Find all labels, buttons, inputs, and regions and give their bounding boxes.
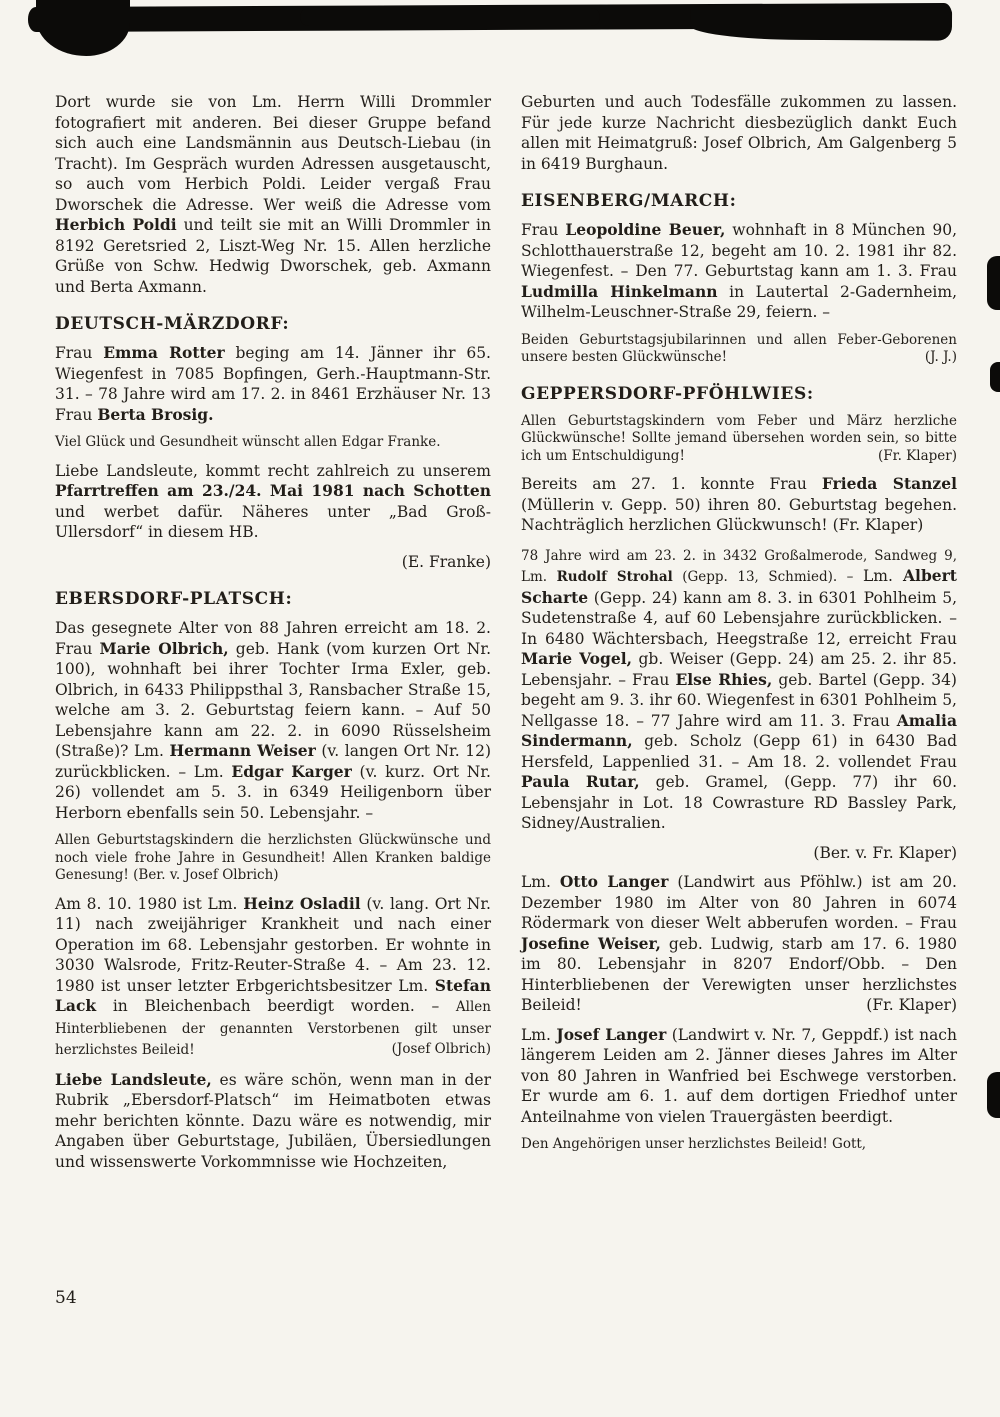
text-run: Albert Scharte [521,566,957,607]
text-run: Marie Vogel, [521,649,632,668]
text-run: (E. Franke) [401,552,491,571]
text-run: (Ber. v. Fr. Klaper) [813,843,957,862]
text-run: GEPPERSDORF-PFÖHLWIES: [521,383,814,404]
page-number: 54 [55,1288,77,1308]
text-run: (v. kurz. Ort Nr. 26) vollendet am 5. 3. in 6349 Heiligenborn über Herborn ebenfalls sein 50. Lebensjahr. – [55,762,491,822]
text-run: Das gesegnete Alter von 88 Jahren erreicht am 18. 2. Frau [55,619,491,658]
text-run: (v. langen Ort Nr. 12) zurückblicken. – Lm. [55,742,491,781]
text-run: Den Angehörigen unser herzlichstes Beileid! Gott, [521,1136,867,1152]
column-right [521,92,957,1181]
scan-artifact-top-left-blob [36,0,130,56]
text-run: Otto Langer [559,872,669,891]
credit-line [521,843,957,864]
scan-artifact-right-edge-3 [987,1072,1000,1118]
text-run: Edgar Karger [231,761,352,781]
credit-line [55,552,491,573]
text-run: Josef Langer [556,1024,667,1044]
text-run: (Gepp. 24) kann am 8. 3. in 6301 Pohlheim 5, Sudetenstraße 4, auf 60 Lebensjahre zurückblicken. – In 6480 Wächtersbach, Heegstraße 12, erreicht Frau [521,588,957,648]
credit-inline: (Fr. Klaper) [866,996,957,1014]
text-run: Am 8. 10. 1980 ist Lm. [55,894,244,913]
text-run: Frieda Stanzel [821,474,957,493]
text-run: Herbich Poldi [55,215,177,234]
text-run: Bereits am 27. 1. konnte Frau [521,475,822,493]
credit-inline: (Fr. Klaper) [878,447,957,464]
small-note [521,1136,957,1154]
text-run: Lm. [862,567,904,585]
paragraph [55,618,491,823]
scan-artifact-right-edge-2 [990,362,1000,392]
text-run: Heinz Osladil [243,893,361,913]
text-run: Beiden Geburtstagsjubilarinnen und allen Feber-Geborenen unsere besten Glückwünsche! [521,331,957,365]
text-run: in Bleichenbach beerdigt worden. – [96,997,456,1015]
text-run: es wäre schön, wenn man in der Rubrik „Ebersdorf-Platsch“ im Heimatboten etwas mehr berichten könnte. Dazu wäre es notwendig, mir Angaben über Geburtstage, Jubiläen, Übersiedlungen und wissenswerte Vorkommnisse wie Hochzeiten, [55,1070,491,1171]
paragraph [521,474,957,536]
text-run: beging am 14. Jänner ihr 65. Wiegenfest in 7085 Bopfingen, Gerh.-Hauptmann-Str. 31. – 78 Jahre wird am 17. 2. in 8461 Erzhäuser Nr. 13 Frau [55,344,491,424]
credit-inline: (Josef Olbrich) [391,1041,491,1057]
scan-artifact-top-mid [300,8,600,26]
text-run: Rudolf Strohal [556,569,673,585]
section-heading [521,190,957,212]
text-run: 78 Jahre wird am 23. 2. in 3432 Großalmerode, Sandweg 9, Lm. [521,547,957,585]
text-run: Liebe Landsleute, [55,1069,212,1089]
scan-artifact-right-edge-1 [987,256,1000,310]
paragraph [521,545,957,834]
section-heading [55,588,491,610]
text-run: gb. Weiser (Gepp. 24) am 25. 2. ihr 85. Lebensjahr. – Frau [521,650,957,689]
column-left [55,92,491,1181]
paragraph [521,1025,957,1128]
paragraph [55,894,491,1061]
text-run: (Landwirt v. Nr. 7, Geppdf.) ist nach längerem Leiden am 2. Jänner dieses Jahres im Alter von 80 Jahren in Wanfried bei Eschwege verstorben. Er wurde am 6. 1. auf dem dortigen Friedhof unter Anteilnahme von vielen Trauergästen beerdigt. [521,1025,957,1126]
text-run: Leopoldine Beuer, [565,220,726,239]
text-run: DEUTSCH-MÄRZDORF: [55,314,290,334]
section-heading [521,383,957,405]
text-columns [55,92,957,1181]
text-run: Amalia Sindermann, [521,710,957,750]
text-run: Josefine Weiser, [521,933,661,953]
text-run: geb. Gramel, (Gepp. 77) ihr 60. Lebensjahr in Lot. 18 Cowrasture RD Bassley Park, Sidney/Australien. [521,773,957,832]
paragraph [55,1070,491,1173]
paragraph [55,343,491,425]
small-note [55,434,491,452]
text-run: (Müllerin v. Gepp. 50) ihren 80. Geburtstag begehen. Nachträglich herzlichen Glückwunsch! (Fr. Klaper) [521,495,957,534]
text-run: Hermann Weiser [169,741,316,760]
text-run: geb. Scholz (Gepp 61) in 6430 Bad Hersfeld, Lappenlied 31. – Am 18. 2. vollendet Frau [521,732,957,771]
paragraph [521,220,957,323]
text-run: Marie Olbrich, [99,638,229,658]
text-run: geb. Bartel (Gepp. 34) begeht am 9. 3. ihr 60. Wiegenfest in 6301 Pohlheim 5, Nellgasse 18. – 77 Jahre wird am 11. 3. Frau [521,670,957,730]
paragraph [55,461,491,543]
text-run: Allen Hinterbliebenen der genannten Verstorbenen gilt unser herzlichstes Beileid! [55,999,491,1058]
text-run: Frau [521,221,566,239]
text-run: geb. Ludwig, starb am 17. 6. 1980 im 80. Lebensjahr in 8207 Endorf/Obb. – Den Hinterbliebenen der Verewigten unser herzlichstes Beileid! [521,934,957,1014]
text-run: und werbet dafür. Näheres unter „Bad Groß-Ullersdorf“ in diesem HB. [55,502,491,541]
text-run: Dort wurde sie von Lm. Herrn Willi Drommler fotografiert mit anderen. Bei dieser Gruppe befand sich auch eine Landsmännin aus Deutsch-Liebau (in Tracht). Im Gespräch wurden Adressen ausgetauscht, so auch vom Herbich Poldi. Leider vergaß Frau Dworschek die Adresse. Wer weiß die Adresse vom [55,93,491,214]
paragraph [55,92,491,297]
text-run: Viel Glück und Gesundheit wünscht allen Edgar Franke. [55,434,441,450]
small-note [55,832,491,885]
paragraph [521,872,957,1016]
text-run: (Gepp. 13, Schmied). – [672,569,863,585]
text-run: EBERSDORF-PLATSCH: [55,589,293,609]
text-run: Paula Rutar, [521,772,640,791]
small-note [521,413,957,466]
text-run: und teilt sie mit an Willi Drommler in 8192 Geretsried 2, Liszt-Weg Nr. 15. Allen herzliche Grüße von Schw. Hedwig Dworschek, geb. Axmann und Berta Axmann. [55,216,491,296]
text-run: Else Rhies, [675,669,773,689]
text-run: Emma Rotter [103,343,225,362]
text-run: wohnhaft in 8 München 90, Schlotthauerstraße 12, begeht am 10. 2. 1981 ihr 82. Wiegenfest. – Den 77. Geburtstag kann am 1. 3. Frau [521,221,957,280]
text-run: Allen Geburtstagskindern vom Feber und März herzliche Glückwünsche! Sollte jemand übersehen worden sein, so bitte ich um Entschuldigung! [521,412,957,464]
text-run: EISENBERG/MARCH: [521,191,737,211]
text-run: in Lautertal 2-Gadernheim, Wilhelm-Leuschner-Straße 29, feiern. – [521,282,957,321]
text-run: Berta Brosig. [97,404,214,424]
text-run: Lm. [521,1025,557,1044]
text-run: (Landwirt aus Pföhlw.) ist am 20. Dezember 1980 im Alter von 80 Jahren in 6074 Rödermark von dieser Welt abberufen worden. – Frau [521,873,957,932]
text-run: (v. lang. Ort Nr. 11) nach zweijähriger Krankheit und nach einer Operation im 68. Lebensjahr gestorben. Er wohnte in 3030 Walsrode, Fritz-Reuter-Straße 4. – Am 23. 12. 1980 ist unser letzter Erbgerichtsbesitzer Lm. [55,894,491,995]
text-run: Allen Geburtstagskindern die herzlichsten Glückwünsche und noch viele frohe Jahre in Gesundheit! Allen Kranken baldige Genesung! (Ber. v. Josef Olbrich) [55,832,491,883]
small-note [521,332,957,367]
text-run: Liebe Landsleute, kommt recht zahlreich zu unserem [55,461,491,480]
credit-inline: (J. J.) [924,349,957,365]
text-run: Geburten und auch Todesfälle zukommen zu lassen. Für jede kurze Nachricht diesbezüglich dankt Euch allen mit Heimatgruß: Josef Olbrich, Am Galgenberg 5 in 6419 Burghaun. [521,93,957,173]
section-heading [55,313,491,335]
text-run: Lm. [521,873,560,891]
text-run: Pfarrtreffen am 23./24. Mai 1981 nach Schotten [55,481,491,500]
paragraph [521,92,957,174]
text-run: Stefan Lack [55,975,491,1015]
text-run: Frau [55,344,104,362]
text-run: geb. Hank (vom kurzen Ort Nr. 100), wohnhaft bei ihrer Tochter Irma Exler, geb. Olbrich, in 6433 Philippsthal 3, Ransbacher Straße 15, welche am 3. 2. Geburtstag feiern kann. – Auf 50 Lebensjahre kann am 22. 2. in 6090 Rüsselsheim (Straße)? Lm. [55,639,491,760]
scan-artifact-top-right [690,6,952,40]
text-run: Ludmilla Hinkelmann [521,281,718,301]
